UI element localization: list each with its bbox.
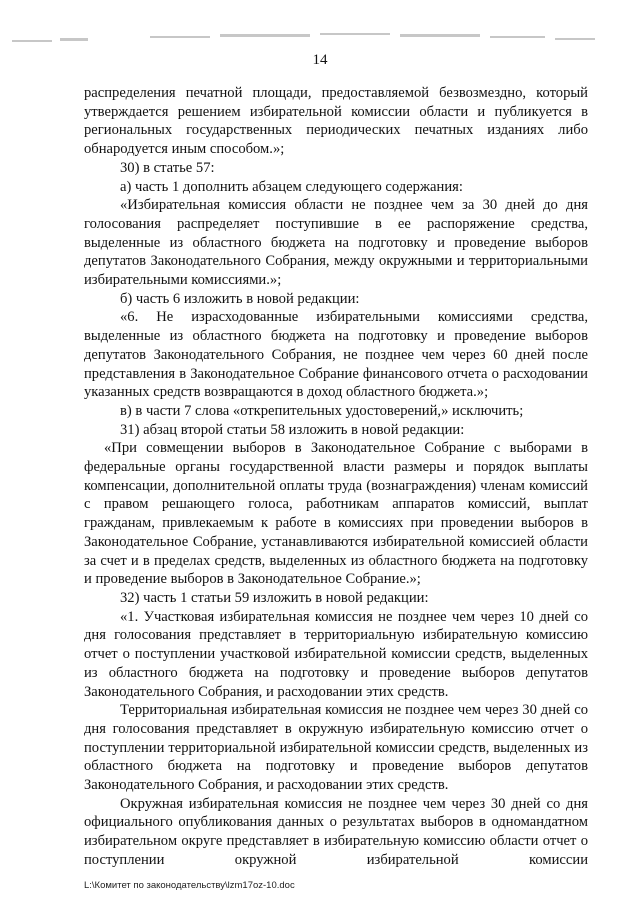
subitem-a: а) часть 1 дополнить абзацем следующего содержания: [120, 178, 463, 195]
document-body [84, 84, 588, 870]
quote-article-57-part-6: «6. Не израсходованные избирательными комиссиями средства, выделенные из областного бюджета на подготовку и проведение выборов депутатов Законодательного Собрания, не позднее чем через 60 дней после представления в Законодательное Собрание финансового отчета о расходовании указанных средств возвращаются в доход областного бюджета.»; [84, 309, 588, 401]
item-32: 32) часть 1 статьи 59 изложить в новой редакции: [120, 589, 429, 606]
quote-article-58: «При совмещении выборов в Законодательное Собрание с выборами в федеральные органы государственной власти размеры и порядок выплаты компенсации, дополнительной оплаты труда (вознаграждения) членам комиссий с правом решающего голоса, работникам аппаратов комиссий, выплат гражданам, привлекаемым к работе в комиссиях при проведении выборов в Законодательное Собрание, устанавливаются избирательной комиссией области за счет и в пределах средств, выделенных из областного бюджета на подготовку и проведение выборов в Законодательное Собрание.»; [84, 440, 588, 588]
item-31: 31) абзац второй статьи 58 изложить в новой редакции: [120, 421, 465, 438]
subitem-v: в) в части 7 слова «открепительных удостоверений,» исключить; [120, 402, 524, 419]
subitem-b: б) часть 6 изложить в новой редакции: [120, 290, 360, 307]
item-30: 30) в статье 57: [120, 159, 215, 176]
file-path-footer: L:\Комитет по законодательству\lzm17oz-10.doc [84, 880, 295, 891]
paragraph-district-commission: Окружная избирательная комиссия не позднее чем через 30 дней со дня официального опубликования данных о результатах выборов в одномандатном избирательном округе представляет в избирательную комиссию области отчет о поступлении окружной избирательной комиссии [84, 795, 588, 868]
paragraph-territorial-commission: Территориальная избирательная комиссия не позднее чем через 30 дней со дня голосования представляет в окружную избирательную комиссию отчет о поступлении территориальной избирательной комиссии средств, выделенных из областного бюджета на подготовку и проведение выборов депутатов Законодательного Собрания, и расходовании этих средств. [84, 702, 588, 794]
quote-article-57-part-1: «Избирательная комиссия области не позднее чем за 30 дней до дня голосования распределяет поступившие в ее распоряжение средства, выделенные из областного бюджета на подготовку и проведение выборов депутатов Законодательного Собрания, между окружными и территориальными избирательными комиссиями.»; [84, 197, 588, 289]
quote-article-59-part-1: «1. Участковая избирательная комиссия не позднее чем через 10 дней со дня голосования представляет в территориальную избирательную комиссию отчет о поступлении участковой избирательной комиссии средств, выделенных из областного бюджета на подготовку и проведение выборов депутатов Законодательного Собрания, и расходовании этих средств. [84, 608, 588, 700]
scan-noise [0, 0, 640, 60]
page-number: 14 [312, 52, 328, 68]
paragraph-continuation: распределения печатной площади, предоставляемой безвозмездно, который утверждается решением избирательной комиссии области и публикуется в региональных государственных периодических печатных изданиях либо обнародуется иным способом.»; [84, 85, 588, 158]
